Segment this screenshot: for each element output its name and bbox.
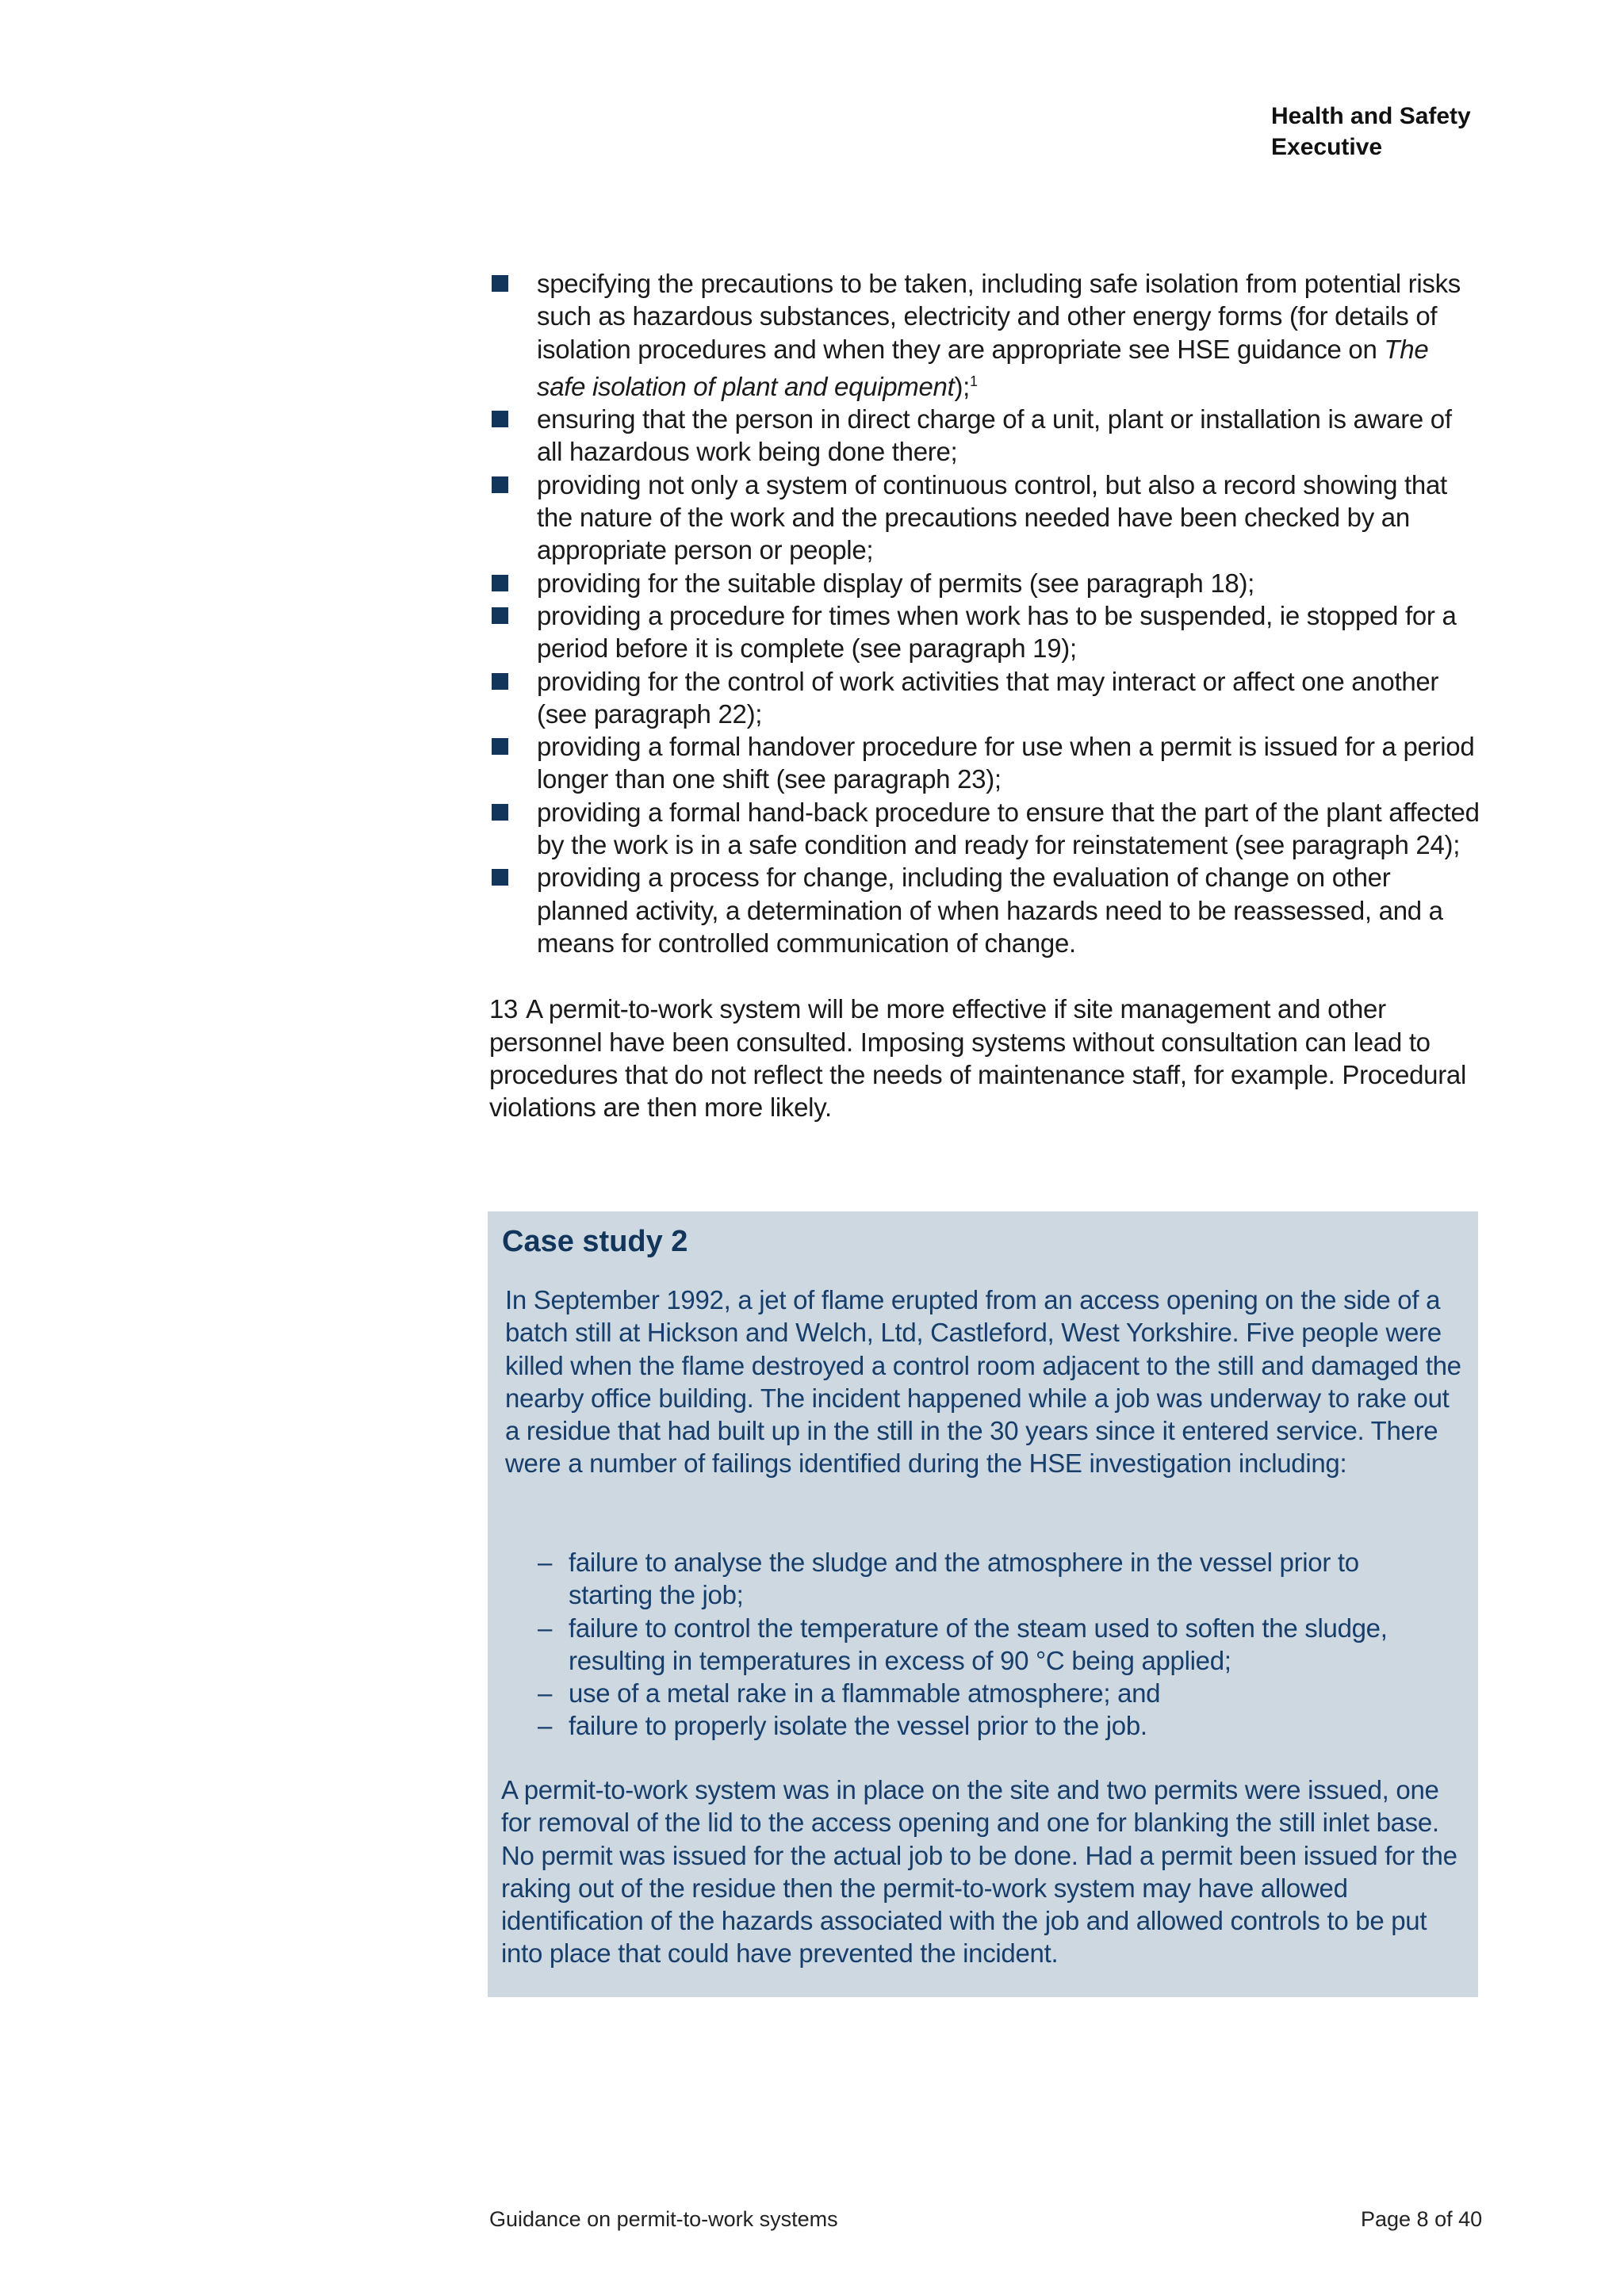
dash-bullet-icon: – bbox=[538, 1613, 553, 1643]
square-bullet-icon bbox=[492, 476, 508, 493]
paragraph-text: A permit-to-work system will be more effective if site management and other personnel have been consulted. Imposing systems without consultation can lead to procedures that do not reflect the needs of maintenance staff, for example. Procedural violations are then more likely. bbox=[489, 994, 1467, 1123]
dash-bullet-icon: – bbox=[538, 1548, 553, 1577]
list-item-text: providing for the suitable display of permits (see paragraph 18); bbox=[537, 568, 1255, 598]
list-item-text: providing a formal hand-back procedure to ensure that the part of the plant affected by the work is in a safe condition and ready for reinstatement (see paragraph 24); bbox=[537, 797, 1480, 860]
failings-list bbox=[538, 1546, 1450, 1743]
list-item bbox=[489, 796, 1480, 862]
case-study-intro: In September 1992, a jet of flame erupted from an access opening on the side of a batch still at Hickson and Welch, Ltd, Castleford, West Yorkshire. Five people were killed when the flame destroyed a control room adjacent to the still and damaged the nearby office building. The incident happened while a job was underway to rake out a residue that had built up in the still in the 30 years since it entered service. There were a number of failings identified during the HSE investigation including: bbox=[505, 1285, 1461, 1479]
list-item bbox=[489, 403, 1480, 469]
list-item-text: providing a formal handover procedure for use when a permit is issued for a period longer than one shift (see paragraph 23); bbox=[537, 732, 1475, 794]
failing-item bbox=[538, 1612, 1450, 1678]
case-study-closing: A permit-to-work system was in place on the site and two permits were issued, one for removal of the lid to the access opening and one for blanking the still inlet base. No permit was issued for the actual job to be done. Had a permit been issued for the raking out of the residue then the permit-to-work system may have allowed identification of the hazards associated with the job and allowed controls to be put into place that could have prevented the incident. bbox=[501, 1775, 1457, 1969]
footer-document-title: Guidance on permit-to-work systems bbox=[489, 2207, 838, 2231]
failing-item bbox=[538, 1677, 1450, 1709]
failing-text: failure to analyse the sludge and the atmosphere in the vessel prior to starting the job; bbox=[569, 1548, 1359, 1610]
list-item-text: providing a process for change, including the evaluation of change on other planned activity, a determination of when hazards need to be reassessed, and a means for controlled communication of change. bbox=[537, 863, 1443, 958]
organisation-name bbox=[1271, 101, 1471, 163]
list-item-text: ensuring that the person in direct charge of a unit, plant or installation is aware of all hazardous work being done there; bbox=[537, 404, 1452, 467]
square-bullet-icon bbox=[492, 869, 508, 886]
list-item bbox=[489, 469, 1480, 567]
case-study-title: Case study 2 bbox=[502, 1225, 688, 1258]
failing-item bbox=[538, 1546, 1450, 1612]
square-bullet-icon bbox=[492, 411, 508, 427]
page-number: Page 8 of 40 bbox=[1361, 2207, 1483, 2231]
square-bullet-icon bbox=[492, 575, 508, 591]
footnote-ref[interactable]: 1 bbox=[970, 373, 978, 389]
paragraph-13 bbox=[489, 993, 1480, 1123]
list-item bbox=[489, 599, 1480, 665]
dash-bullet-icon: – bbox=[538, 1678, 553, 1709]
precautions-list bbox=[489, 267, 1480, 959]
dash-bullet-icon: – bbox=[538, 1711, 553, 1741]
case-study-box bbox=[488, 1211, 1478, 1997]
paragraph-number: 13 bbox=[489, 994, 519, 1024]
list-item bbox=[489, 730, 1480, 796]
failing-text: failure to properly isolate the vessel prior to the job. bbox=[569, 1711, 1147, 1741]
list-item bbox=[489, 861, 1480, 959]
main-content bbox=[489, 267, 1480, 1150]
list-item-text-end: ); bbox=[954, 371, 971, 401]
list-item bbox=[489, 567, 1480, 599]
list-item bbox=[489, 665, 1480, 731]
square-bullet-icon bbox=[492, 673, 508, 690]
org-line-1: Health and Safety bbox=[1271, 103, 1471, 129]
square-bullet-icon bbox=[492, 738, 508, 755]
square-bullet-icon bbox=[492, 275, 508, 292]
org-line-2: Executive bbox=[1271, 134, 1383, 160]
failing-text: failure to control the temperature of the steam used to soften the sludge, resulting in temperatures in excess of 90 °C being applied; bbox=[569, 1613, 1388, 1675]
list-item-text: specifying the precautions to be taken, including safe isolation from potential risks such as hazardous substances, electricity and other energy forms (for details of isolation procedures and when they are appropriate see HSE guidance on bbox=[537, 269, 1461, 364]
failing-item bbox=[538, 1709, 1450, 1742]
list-item-text: providing not only a system of continuous control, but also a record showing that the nature of the work and the precautions needed have been checked by an appropriate person or people; bbox=[537, 469, 1447, 565]
square-bullet-icon bbox=[492, 607, 508, 624]
list-item-text: providing for the control of work activities that may interact or affect one another (see paragraph 22); bbox=[537, 666, 1439, 729]
list-item-text: providing a procedure for times when work has to be suspended, ie stopped for a period before it is complete (see paragraph 19); bbox=[537, 600, 1457, 664]
guidance-title: The safe isolation of plant and equipment bbox=[537, 334, 1429, 401]
list-item bbox=[489, 267, 1480, 403]
square-bullet-icon bbox=[492, 804, 508, 821]
failing-text: use of a metal rake in a flammable atmosphere; and bbox=[569, 1678, 1161, 1709]
